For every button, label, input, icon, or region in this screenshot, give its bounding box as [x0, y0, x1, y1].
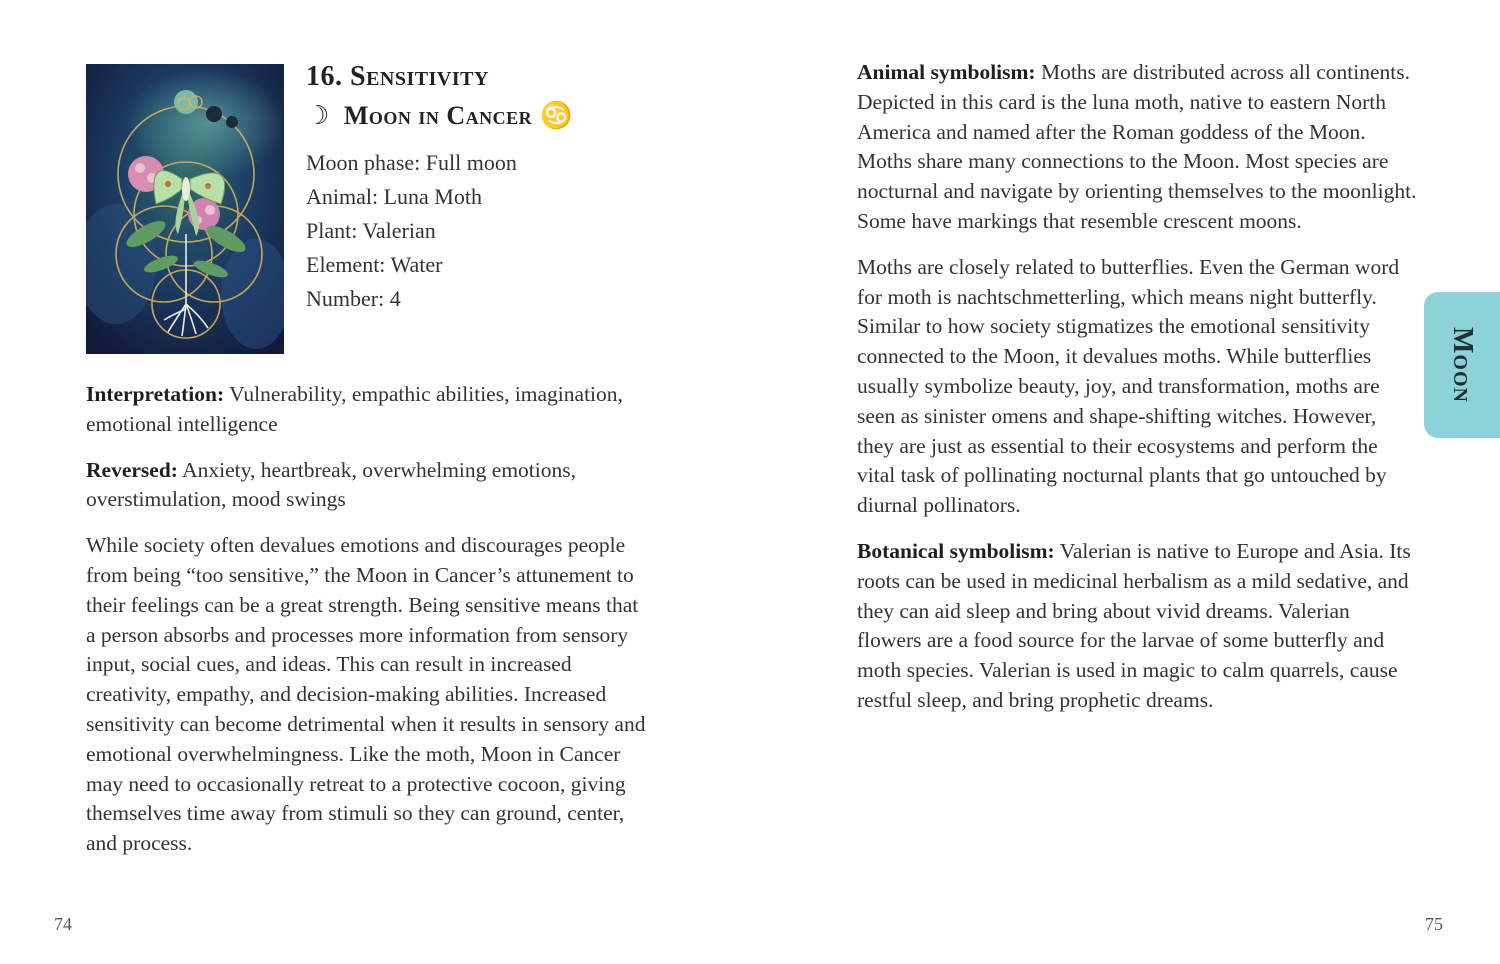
animal-symbolism-paragraph	[857, 58, 1417, 237]
card-subtitle	[306, 100, 726, 132]
body-paragraph: While society often devalues emotions and discourages people from being “too sensitive,” the Moon in Cancer’s attunement to their feelings can be a great strength. Being sensitive means that a person absorbs and processes more information from sensory input, social cues, and ideas. This can result in increased creativity, empathy, and decision-making abilities. Increased sensitivity can become detrimental when it results in sensory and emotional overwhelmingness. Like the moth, Moon in Cancer may need to occasionally retreat to a protective cocoon, giving themselves time away from stimuli so they can ground, center, and process.	[86, 533, 646, 856]
interpretation-text: Vulnerability, empathic abilities, imagination, emotional intelligence	[86, 382, 623, 436]
page-number-left: 74	[54, 914, 72, 934]
botanical-symbolism-paragraph	[857, 537, 1417, 716]
left-body-text	[86, 380, 652, 875]
interpretation-label: Interpretation:	[86, 382, 225, 406]
section-tab-label: Moon	[1447, 327, 1478, 403]
botanical-symbolism-label: Botanical symbolism:	[857, 538, 1055, 563]
cancer-sign-icon: ♋	[540, 101, 574, 130]
interpretation-paragraph	[86, 380, 652, 440]
moon-crescent-icon: ☽	[306, 101, 330, 130]
attribute-animal: Animal: Luna Moth	[306, 184, 482, 209]
attribute-moon-phase: Moon phase: Full moon	[306, 150, 517, 175]
subtitle-text: Moon in Cancer	[343, 101, 533, 130]
botanical-symbolism-text: Valerian is native to Europe and Asia. Its roots can be used in medicinal herbalism as a mild sedative, and they can aid sleep and bring about vivid dreams. Valerian flowers are a food source for the larvae of some butterfly and moth species. Valerian is used in magic to calm quarrels, cause restful sleep, and bring prophetic dreams.	[857, 538, 1411, 712]
attribute-plant: Plant: Valerian	[306, 218, 436, 243]
card-illustration	[86, 64, 284, 354]
animal-symbolism-label: Animal symbolism:	[857, 60, 1036, 84]
animal-symbolism-text: Moths are distributed across all continents. Depicted in this card is the luna moth, native to eastern North America and named after the Roman goddess of the Moon. Moths share many connections to the Moon. Most species are nocturnal and navigate by orienting themselves to the moonlight. Some have markings that resemble crescent moons.	[857, 60, 1417, 233]
page-number-right: 75	[1425, 914, 1443, 934]
moth-paragraph: Moths are closely related to butterflies. Even the German word for moth is nachtschmetterling, which means night butterfly. Similar to how society stigmatizes the emotional sensitivity connected to the Moon, it devalues moths. While butterflies usually symbolize beauty, joy, and transformation, moths are seen as sinister omens and shape-shifting witches. However, they are just as essential to their ecosystems and perform the vital task of pollinating nocturnal plants that go untouched by diurnal pollinators.	[857, 254, 1400, 518]
card-attributes	[306, 146, 726, 316]
reversed-label: Reversed:	[86, 457, 178, 482]
reversed-text: Anxiety, heartbreak, overwhelming emotions, overstimulation, mood swings	[86, 457, 576, 512]
attribute-number: Number: 4	[306, 286, 401, 311]
section-tab-moon[interactable]	[1424, 292, 1500, 438]
card-header	[306, 60, 726, 316]
reversed-paragraph	[86, 456, 652, 516]
right-body-text	[857, 58, 1417, 732]
attribute-element: Element: Water	[306, 252, 443, 277]
card-title: 16. Sensitivity	[306, 61, 489, 92]
